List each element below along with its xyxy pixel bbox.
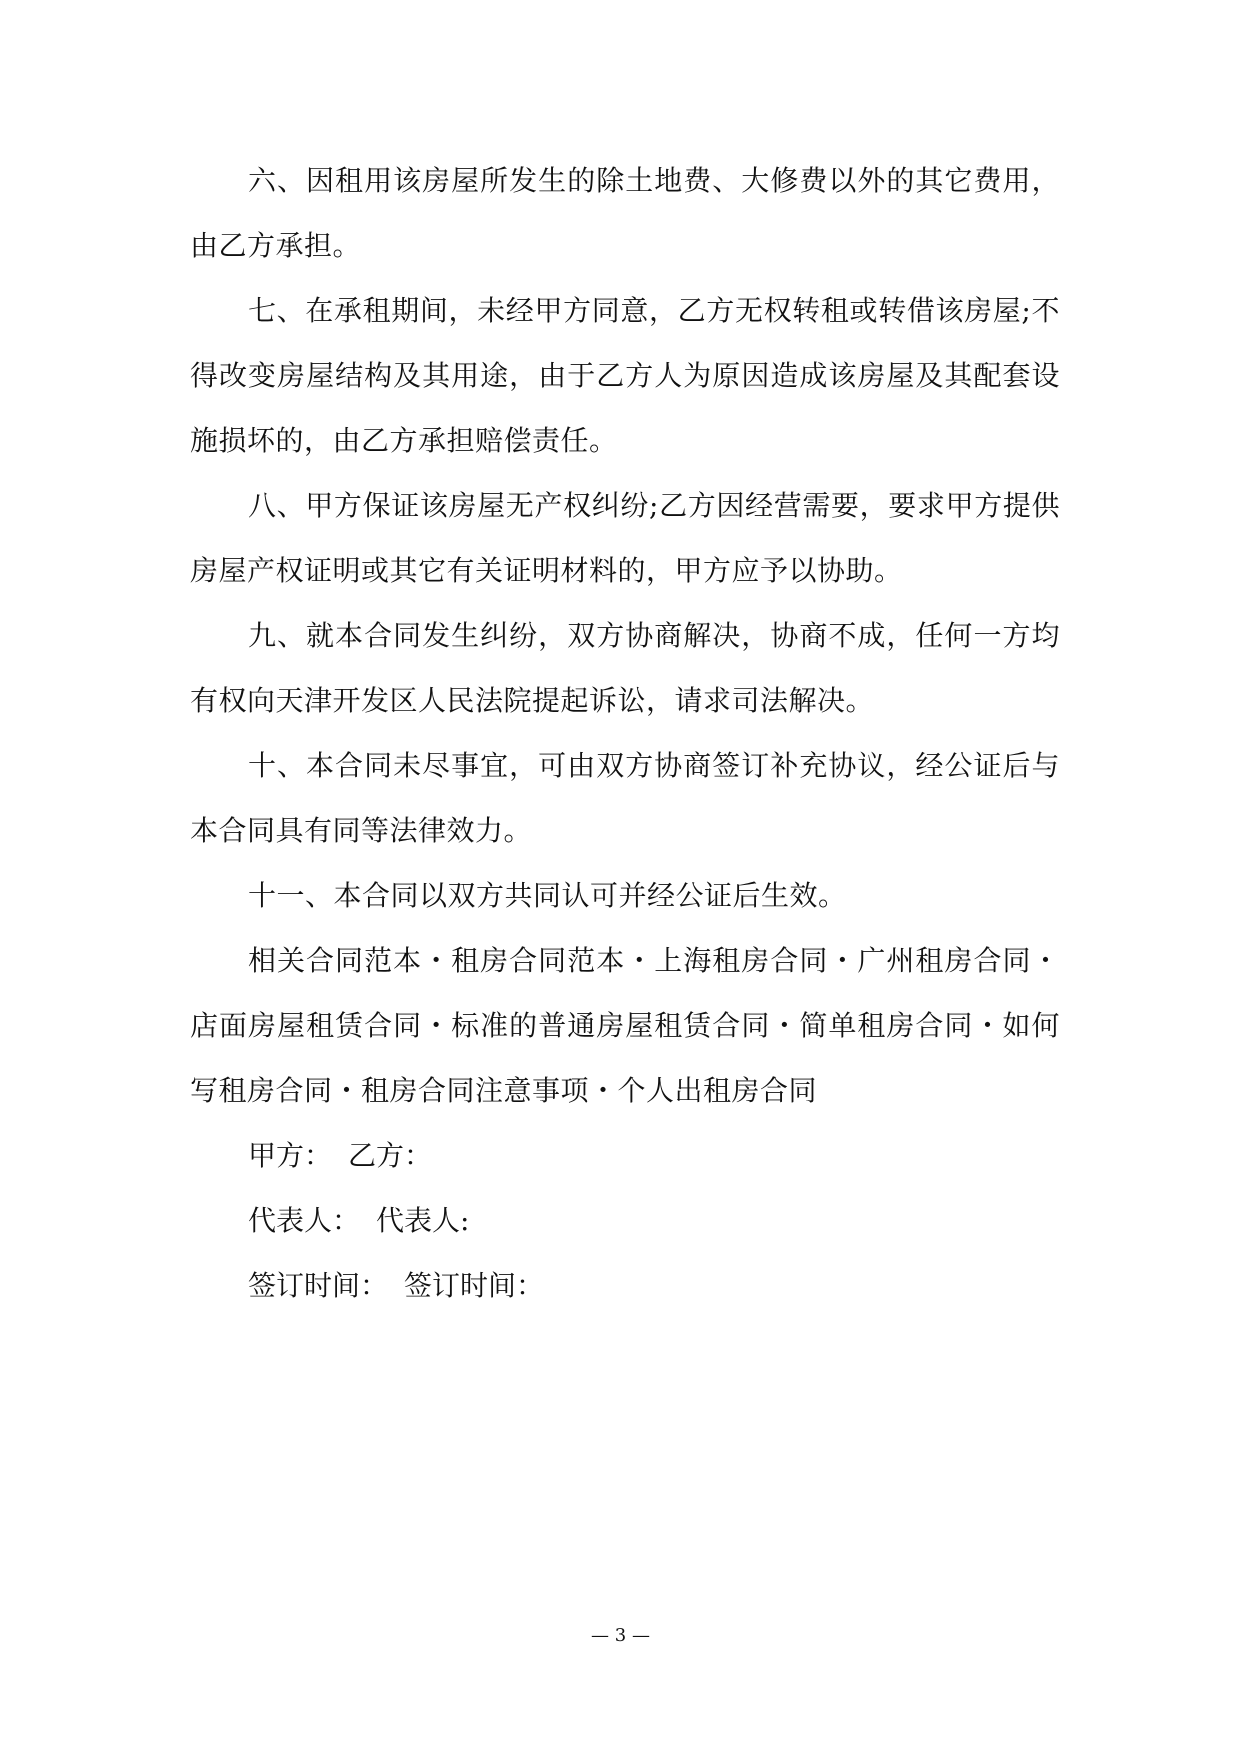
clause-7: 七、在承租期间，未经甲方同意，乙方无权转租或转借该房屋;不得改变房屋结构及其用途，由于乙方人为原因造成该房屋及其配套设施损坏的，由乙方承担赔偿责任。 (190, 294, 1060, 457)
signing-date-line (190, 1253, 1060, 1318)
clause-11: 十一、本合同以双方共同认可并经公证后生效。 (248, 879, 847, 912)
representative-line (190, 1188, 1060, 1253)
rep-a-label: 代表人： (248, 1204, 361, 1237)
document-body (190, 148, 1060, 1318)
rep-b-label: 代表人: (376, 1204, 470, 1237)
page-number: — 3 — (591, 1625, 650, 1646)
clause-10: 十、本合同未尽事宜，可由双方协商签订补充协议，经公证后与本合同具有同等法律效力。 (190, 749, 1060, 847)
date-b-label: 签订时间： (404, 1269, 545, 1302)
clause-9: 九、就本合同发生纠纷，双方协商解决，协商不成，任何一方均有权向天津开发区人民法院提起诉讼，请求司法解决。 (190, 619, 1060, 717)
related-templates: 相关合同范本・租房合同范本・上海租房合同・广州租房合同・店面房屋租赁合同・标准的普通房屋租赁合同・简单租房合同・如何写租房合同・租房合同注意事项・个人出租房合同 (190, 944, 1060, 1107)
date-a-label: 签订时间： (248, 1269, 389, 1302)
party-a-label: 甲方： (248, 1139, 333, 1172)
party-line (190, 1123, 1060, 1188)
party-b-label: 乙方： (348, 1139, 433, 1172)
clause-8: 八、甲方保证该房屋无产权纠纷;乙方因经营需要，要求甲方提供房屋产权证明或其它有关证明材料的，甲方应予以协助。 (190, 489, 1060, 587)
clause-6: 六、因租用该房屋所发生的除土地费、大修费以外的其它费用，由乙方承担。 (190, 164, 1060, 262)
